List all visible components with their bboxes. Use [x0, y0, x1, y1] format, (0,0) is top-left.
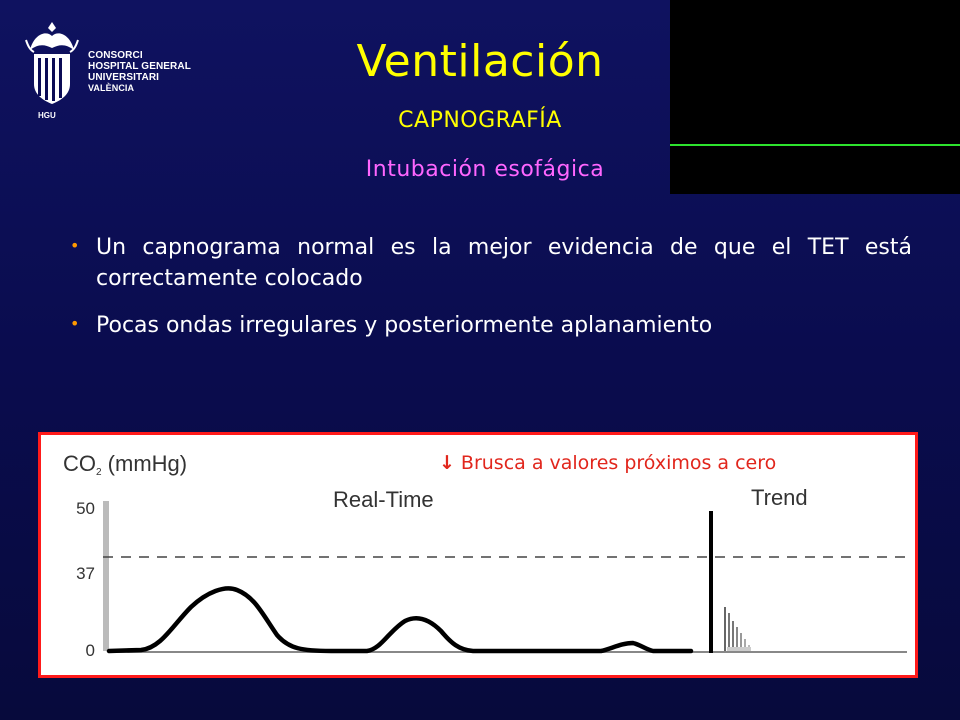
logo-line-4: VALÈNCIA — [88, 83, 135, 93]
y-tick-label: 37 — [76, 564, 95, 583]
bat-crest-icon — [16, 20, 86, 120]
co2-subscript: 2 — [96, 467, 102, 478]
logo-text — [88, 50, 191, 94]
realtime-label: Real-Time — [333, 487, 434, 512]
capnogram-panel — [38, 432, 918, 678]
corner-green-line — [670, 144, 960, 146]
bullet-dot-icon: • — [70, 236, 80, 255]
bullet-item — [62, 310, 912, 341]
bullet-list — [62, 232, 912, 357]
slide-title: Ventilación — [356, 36, 604, 87]
logo-monogram: HGU — [38, 111, 56, 120]
slide-subtitle: CAPNOGRAFÍA — [398, 108, 562, 133]
co2-label-text: CO — [63, 451, 96, 476]
annotation-text: Brusca a valores próximos a cero — [460, 452, 777, 474]
hospital-logo — [16, 20, 236, 120]
slide-subtitle-secondary: Intubación esofágica — [365, 157, 605, 182]
logo-line-2: HOSPITAL GENERAL — [88, 61, 191, 72]
bullet-text: Pocas ondas irregulares y posteriormente aplanamiento — [96, 313, 713, 338]
y-axis-bar — [103, 501, 109, 651]
logo-line-3: UNIVERSITARI — [88, 72, 160, 83]
trend-label: Trend — [751, 485, 808, 510]
bullet-dot-icon: • — [70, 314, 80, 333]
trend-marker — [709, 511, 713, 653]
down-arrow-icon: ↓ — [439, 452, 455, 474]
trend-base — [727, 647, 751, 651]
y-tick-label: 0 — [85, 641, 95, 660]
corner-black-panel — [670, 0, 960, 194]
bullet-text: Un capnograma normal es la mejor evidencia de que el TET está correctamente colocado — [96, 235, 912, 291]
co2-unit: (mmHg) — [101, 451, 188, 476]
bullet-item — [62, 232, 912, 294]
co2-axis-label — [63, 451, 187, 478]
realtime-waveform — [109, 588, 691, 651]
y-tick-label: 50 — [76, 499, 95, 518]
drop-annotation — [439, 450, 776, 476]
logo-line-1: CONSORCI — [88, 50, 143, 61]
